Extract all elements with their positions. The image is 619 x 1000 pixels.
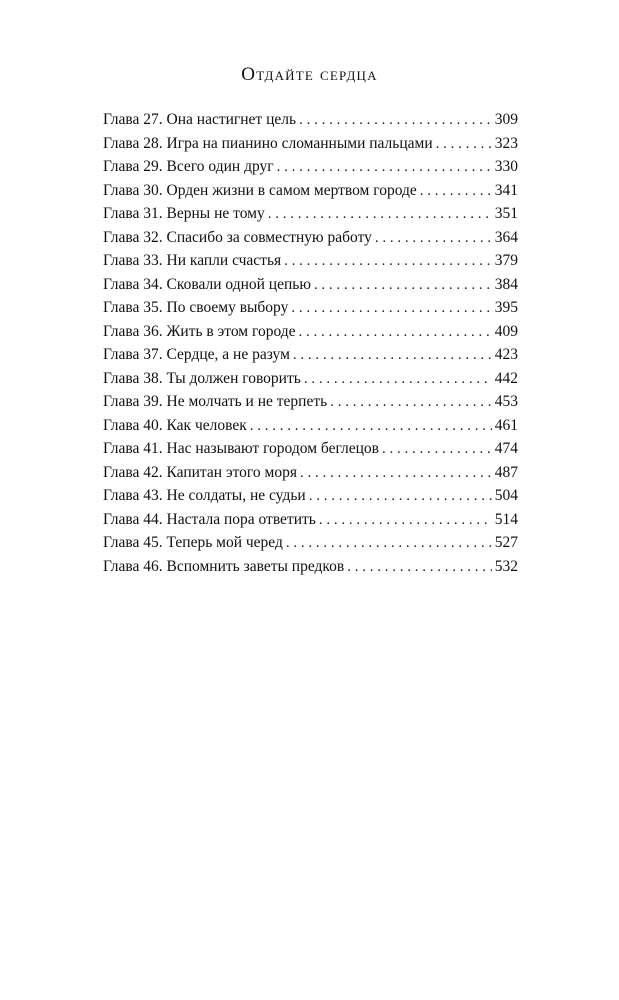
chapter-title: Глава 30. Орден жизни в самом мертвом городе [103, 181, 417, 199]
toc-entry [103, 484, 518, 508]
chapter-title: Глава 29. Всего один друг [103, 158, 274, 175]
chapter-title: Глава 27. Она настигнет цель [103, 111, 297, 128]
page-number: 504 [494, 487, 518, 504]
page-number: 527 [494, 534, 518, 551]
dot-leader [314, 274, 492, 298]
page-number: 474 [494, 440, 518, 457]
dot-leader [436, 133, 492, 157]
page-number: 532 [494, 557, 518, 575]
chapter-title: Глава 32. Спасибо за совместную работу [103, 228, 372, 246]
dot-leader [309, 485, 492, 509]
toc-entry [103, 508, 518, 532]
toc-entry [103, 531, 518, 555]
toc-entry [103, 461, 518, 485]
toc-entry [103, 179, 518, 203]
chapter-title: Глава 35. По своему выбору [103, 299, 289, 316]
page-number: 514 [494, 510, 518, 528]
toc-entry [103, 320, 518, 344]
toc-entry [103, 390, 518, 414]
page-number: 384 [494, 275, 518, 293]
toc-entry [103, 226, 518, 250]
page-number: 395 [494, 299, 518, 316]
page-number: 487 [494, 463, 518, 481]
dot-leader [319, 509, 492, 533]
toc-entry [103, 202, 518, 226]
toc-entry [103, 155, 518, 179]
dot-leader [330, 391, 492, 415]
chapter-title: Глава 37. Сердце, а не разум [103, 346, 290, 363]
chapter-title: Глава 45. Теперь мой черед [103, 534, 283, 551]
page-number: 409 [494, 322, 518, 340]
page-number: 341 [494, 181, 518, 199]
page-number: 453 [494, 393, 518, 410]
chapter-title: Глава 38. Ты должен говорить [103, 369, 301, 387]
toc-entry [103, 108, 518, 132]
page-number: 309 [494, 111, 518, 128]
dot-leader [304, 368, 492, 392]
chapter-title: Глава 39. Не молчать и не терпеть [103, 393, 328, 410]
dot-leader [347, 556, 492, 580]
chapter-title: Глава 28. Игра на пианино сломанными пальцами [103, 134, 433, 152]
dot-leader [299, 109, 492, 133]
dot-leader [286, 532, 492, 556]
dot-leader [277, 156, 492, 180]
toc-entry [103, 132, 518, 156]
toc-entry [103, 437, 518, 461]
chapter-title: Глава 46. Вспомнить заветы предков [103, 557, 345, 575]
dot-leader [268, 203, 492, 227]
dot-leader [420, 180, 492, 204]
page-number: 330 [494, 158, 518, 175]
table-of-contents [103, 108, 518, 578]
toc-entry [103, 273, 518, 297]
dot-leader [375, 227, 492, 251]
page-number: 323 [494, 134, 518, 152]
chapter-title: Глава 43. Не солдаты, не судьи [103, 487, 306, 504]
chapter-title: Глава 44. Настала пора ответить [103, 510, 316, 528]
page-number: 423 [494, 346, 518, 363]
toc-entry [103, 343, 518, 367]
page-number: 379 [494, 252, 518, 269]
page-number: 351 [494, 205, 518, 222]
chapter-title: Глава 40. Как человек [103, 416, 247, 434]
toc-entry [103, 367, 518, 391]
dot-leader [284, 250, 492, 274]
toc-entry [103, 296, 518, 320]
toc-entry [103, 249, 518, 273]
toc-entry [103, 555, 518, 579]
page-number: 442 [494, 369, 518, 387]
chapter-title: Глава 31. Верны не тому [103, 205, 265, 222]
dot-leader [293, 344, 492, 368]
running-title: Отдайте сердца [241, 64, 378, 85]
dot-leader [299, 321, 492, 345]
chapter-title: Глава 34. Сковали одной цепью [103, 275, 311, 293]
dot-leader [382, 438, 492, 462]
page-number: 364 [494, 228, 518, 246]
chapter-title: Глава 33. Ни капли счастья [103, 252, 282, 269]
toc-entry [103, 414, 518, 438]
dot-leader [250, 415, 492, 439]
dot-leader [291, 297, 491, 321]
page-number: 461 [494, 416, 518, 434]
chapter-title: Глава 42. Капитан этого моря [103, 463, 297, 481]
chapter-title: Глава 41. Нас называют городом беглецов [103, 440, 379, 457]
chapter-title: Глава 36. Жить в этом городе [103, 322, 296, 340]
dot-leader [300, 462, 492, 486]
